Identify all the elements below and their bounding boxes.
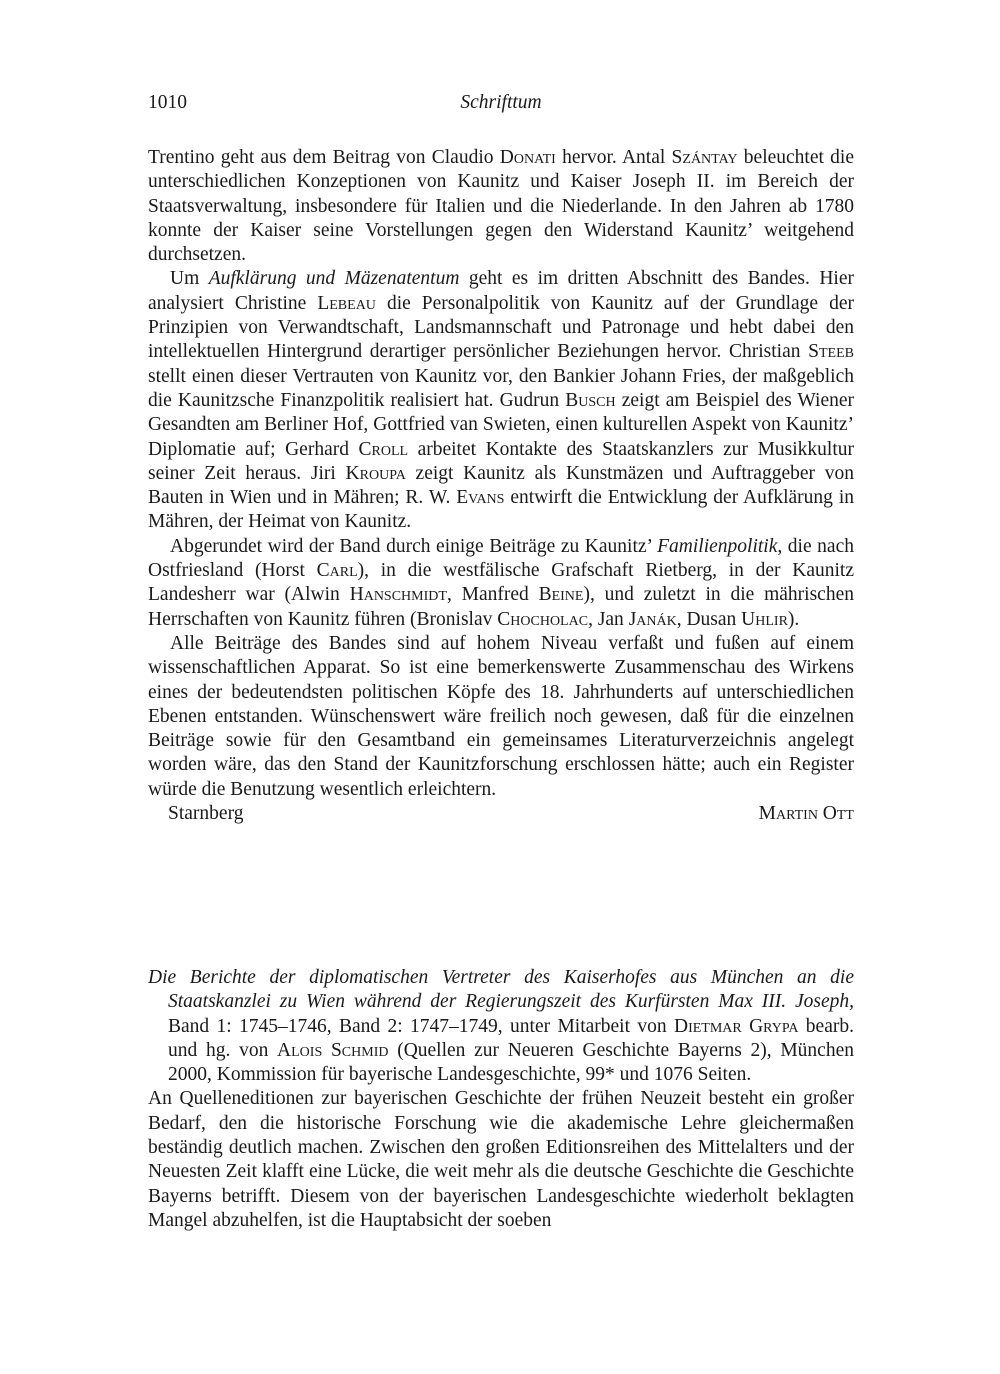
running-title: Schrifttum [460,92,542,113]
paragraph: Um Aufklärung und Mäzenatentum geht es im dritten Abschnitt des Bandes. Hier analysiert Christine Lebeau die Personalpolitik von Kaunitz auf der Grundlage der Prinzipien von Verwandtschaft, Landsmannschaft und Patronage und hebt dabei den intellektuellen Hintergrund derartiger persönlicher Beziehungen hervor. Christian Steeb stellt einen dieser Vertrauten von Kaunitz vor, den Bankier Johann Fries, der maßgeblich die Kaunitzsche Finanzpolitik realisiert hat. Gudrun Busch zeigt am Beispiel des Wiener Gesandten am Berliner Hof, Gottfried van Swieten, einen kulturellen Aspekt von Kaunitz’ Diplomatie auf; Gerhard Croll arbeitet Kontakte des Staatskanzlers zur Musikkultur seiner Zeit heraus. Jiri Kroupa zeigt Kaunitz als Kunstmäzen und Auftraggeber von Bauten in Wien und in Mähren; R. W. Evans entwirft die Entwicklung der Aufklärung in Mähren, der Heimat von Kaunitz. [148,268,854,533]
signature-place: Starnberg [168,803,244,825]
paragraph: An Quelleneditionen zur bayerischen Geschichte der frühen Neuzeit besteht ein großer Bedarf, den die historische Forschung wie die akademische Lehre gleichermaßen beständig deutlich machen. Zwischen den großen Editionsreihen des Mittelalters und der Neuesten Zeit klafft eine Lücke, die weit mehr als die deutsche Geschichte die Geschichte Bayerns betrifft. Diesem von der bayerischen Landesgeschichte wiederholt beklagten Mangel abzuhelfen, ist die Hauptabsicht der soeben [148,1088,854,1231]
author-name: Carl [316,560,358,582]
author-name: Kroupa [345,462,406,484]
book-title: Die Berichte der diplomatischen Vertreter des Kaiserhofes aus München an die Staatskanzlei zu Wien während der Regierungszeit des Kurfürsten Max III. Joseph, [148,967,854,1013]
author-name: Janák [628,608,677,630]
review-signature [148,802,854,828]
paragraph: Trentino geht aus dem Beitrag von Claudio Donati hervor. Antal Szántay beleuchtet die unterschiedlichen Konzeptionen von Kaunitz und Kaiser Joseph II. im Bereich der Staatsverwaltung, insbesondere für Italien und die Niederlande. In den Jahren ab 1780 konnte der Kaiser seine Vorstellungen gegen den Widerstand Kaunitz’ weitgehend durchsetzen. [148,147,854,266]
review-continuation [148,146,854,828]
author-name: Hanschmidt [349,584,447,606]
author-name: Beine [538,584,584,606]
editor-name: Alois Schmid [277,1039,389,1061]
author-name: Lebeau [317,292,376,314]
page-header [148,92,854,122]
author-name: Evans [456,487,505,509]
author-name: Chocholac [497,608,589,630]
author-name: Donati [499,147,556,168]
paragraph: Abgerundet wird der Band durch einige Beiträge zu Kaunitz’ Familienpolitik, die nach Ostfriesland (Horst Carl), in die westfälische Grafschaft Rietberg, in der Kaunitz Landesherr war (Alwin Hanschmidt, Manfred Beine), und zuletzt in die mährischen Herrschaften von Kaunitz führen (Bronislav Chocholac, Jan Janák, Dusan Uhlir). [148,535,854,630]
bibliographic-entry: Die Berichte der diplomatischen Vertreter des Kaiserhofes aus München an die Staatskanzlei zu Wien während der Regierungszeit des Kurfürsten Max III. Joseph, Band 1: 1745–1746, Band 2: 1747–1749, unter Mitarbeit von Dietmar Grypa bearb. und hg. von Alois Schmid (Quellen zur Neueren Geschichte Bayerns 2), München 2000, Kommission für bayerische Landesgeschichte, 99* und 1076 Seiten. [148,967,854,1086]
author-name: Busch [565,389,616,411]
review-entry [148,966,854,1233]
author-name: Croll [358,438,409,460]
editor-name: Dietmar Grypa [673,1015,799,1037]
paragraph: Alle Beiträge des Bandes sind auf hohem Niveau verfaßt und fußen auf einem wissenschaftlichen Apparat. So ist eine bemerkenswerte Zusammenschau des Wirkens eines der bedeutendsten politischen Köpfe des 18. Jahrhunderts auf unterschiedlichen Ebenen entstanden. Wünschenswert wäre freilich noch gewesen, daß für die einzelnen Beiträge sowie für den Gesamtband ein gemeinsames Literaturverzeichnis angelegt worden wäre, das den Stand der Kaunitzforschung erschlossen hätte; auch ein Register würde die Benutzung wesentlich erleichtern. [148,632,854,800]
author-name: Szántay [671,147,738,168]
author-name: Steeb [808,341,854,363]
page-number: 1010 [148,92,187,113]
signature-author: Martin Ott [758,803,854,825]
author-name: Uhlir [741,608,788,630]
